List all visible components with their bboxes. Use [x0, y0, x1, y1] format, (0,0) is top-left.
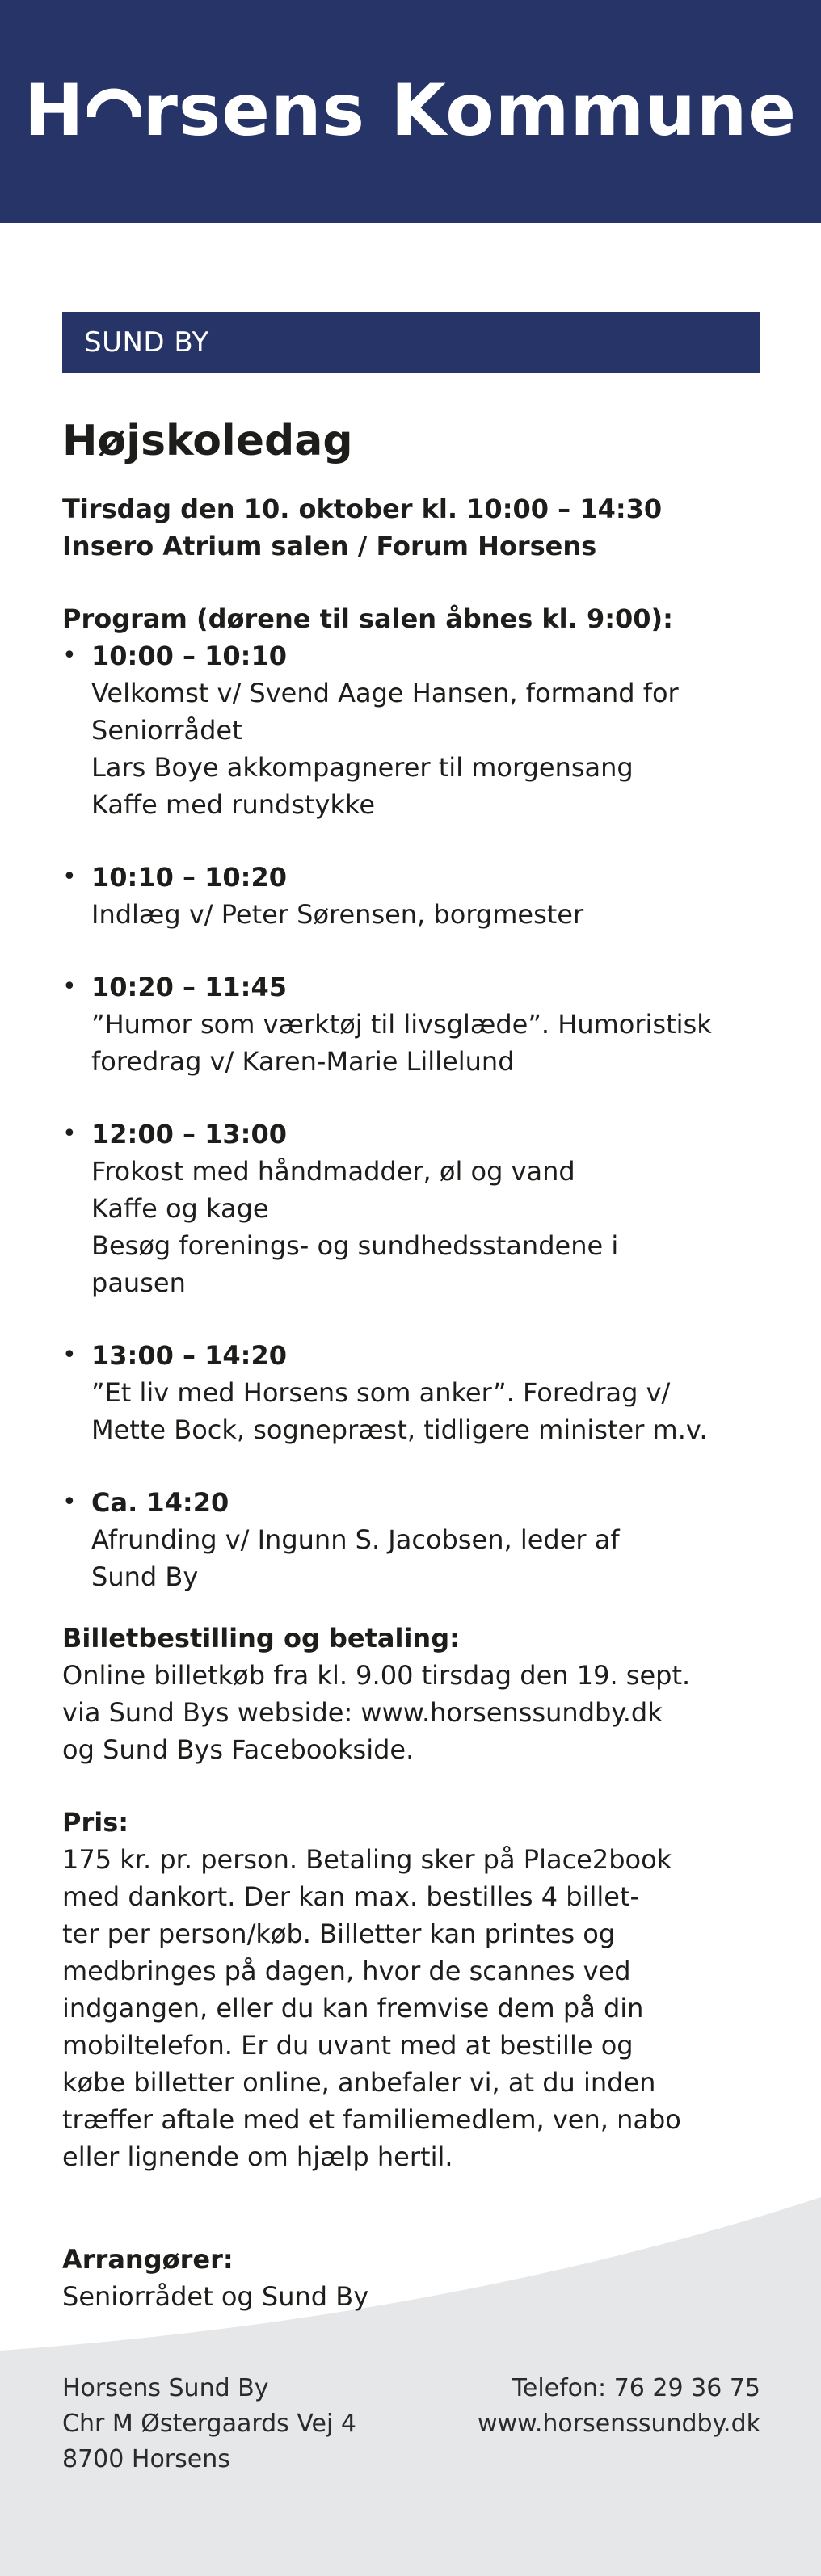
- program-line: foredrag v/ Karen-Marie Lillelund: [91, 1046, 515, 1077]
- tickets-line: og Sund Bys Facebookside.: [62, 1734, 415, 1765]
- page-title: Højskoledag: [62, 417, 353, 465]
- price-line: ter per person/køb. Billetter kan printes og: [62, 1918, 616, 1949]
- program-line: ”Et liv med Horsens som anker”. Foredrag v/: [91, 1377, 671, 1408]
- logo-o-mark-icon: [87, 82, 141, 135]
- address-line: 8700 Horsens: [62, 2445, 230, 2473]
- program-item: [62, 1484, 773, 1595]
- program-line: Lars Boye akkompagnerer til morgensang: [91, 752, 634, 783]
- program-line: Afrunding v/ Ingunn S. Jacobsen, leder af: [91, 1524, 620, 1555]
- program-line: pausen: [91, 1267, 186, 1298]
- tickets-line: Online billetkøb fra kl. 9.00 tirsdag den 19. sept.: [62, 1660, 691, 1691]
- program-line: Mette Bock, sognepræst, tidligere minister m.v.: [91, 1414, 708, 1445]
- footer-phone: Telefon: 76 29 36 75: [512, 2374, 760, 2402]
- brand-logo: [0, 66, 821, 155]
- program-list: [62, 637, 773, 1595]
- price-line: købe billetter online, anbefaler vi, at du inden: [62, 2067, 656, 2098]
- program-time: • 10:10 – 10:20: [91, 862, 287, 893]
- header-banner: [0, 0, 821, 223]
- event-venue: Insero Atrium salen / Forum Horsens: [62, 531, 597, 561]
- program-line: Sund By: [91, 1561, 199, 1592]
- program-line: ”Humor som værktøj til livsglæde”. Humoristisk: [91, 1009, 712, 1040]
- tickets-line: via Sund Bys webside: www.horsenssundby.dk: [62, 1697, 663, 1728]
- program-time: • 13:00 – 14:20: [91, 1340, 287, 1371]
- address-line: Horsens Sund By: [62, 2374, 269, 2402]
- program-time: • 10:00 – 10:10: [91, 641, 287, 671]
- program-line: Velkomst v/ Svend Aage Hansen, formand for: [91, 678, 679, 708]
- program-line: Frokost med håndmadder, øl og vand: [91, 1156, 575, 1187]
- footer-contact: [478, 2371, 760, 2442]
- price-line: mobiltelefon. Er du uvant med at bestille og: [62, 2030, 634, 2061]
- price-line: indgangen, eller du kan fremvise dem på din: [62, 1993, 644, 2023]
- address-line: Chr M Østergaards Vej 4: [62, 2410, 356, 2438]
- program-line: Besøg forenings- og sundhedsstandene i: [91, 1230, 619, 1261]
- price-line: med dankort. Der kan max. bestilles 4 billet-: [62, 1881, 640, 1912]
- program-heading: Program (dørene til salen åbnes kl. 9:00):: [62, 603, 673, 634]
- organizers-heading: Arrangører:: [62, 2244, 234, 2275]
- organizers-block: [62, 2241, 773, 2315]
- program-line: Seniorrådet: [91, 715, 242, 746]
- program-item: [62, 637, 773, 823]
- main-content: [62, 408, 773, 2211]
- program-item: [62, 859, 773, 933]
- section-label: SUND BY: [62, 312, 760, 373]
- event-date: Tirsdag den 10. oktober kl. 10:00 – 14:30: [62, 494, 663, 524]
- program-line: Kaffe med rundstykke: [91, 789, 376, 820]
- program-time: • 12:00 – 13:00: [91, 1119, 287, 1149]
- footer-website[interactable]: www.horsenssundby.dk: [478, 2410, 760, 2438]
- price-line: træffer aftale med et familiemedlem, ven, nabo: [62, 2104, 681, 2135]
- brand-suffix: rsens Kommune: [142, 69, 798, 152]
- price-heading: Pris:: [62, 1807, 129, 1838]
- brand-prefix: H: [23, 69, 85, 152]
- program-time: • Ca. 14:20: [91, 1487, 229, 1518]
- program-time: • 10:20 – 11:45: [91, 972, 287, 1002]
- program-line: Indlæg v/ Peter Sørensen, borgmester: [91, 899, 584, 930]
- program-item: [62, 1116, 773, 1301]
- price-line: 175 kr. pr. person. Betaling sker på Place2book: [62, 1844, 672, 1875]
- program-line: Kaffe og kage: [91, 1193, 269, 1224]
- tickets-heading: Billetbestilling og betaling:: [62, 1623, 460, 1654]
- price-line: medbringes på dagen, hvor de scannes ved: [62, 1956, 631, 1986]
- program-item: [62, 969, 773, 1080]
- footer-address: [62, 2371, 356, 2477]
- program-item: [62, 1337, 773, 1448]
- organizers-text: Seniorrådet og Sund By: [62, 2281, 369, 2312]
- price-line: eller lignende om hjælp hertil.: [62, 2141, 453, 2172]
